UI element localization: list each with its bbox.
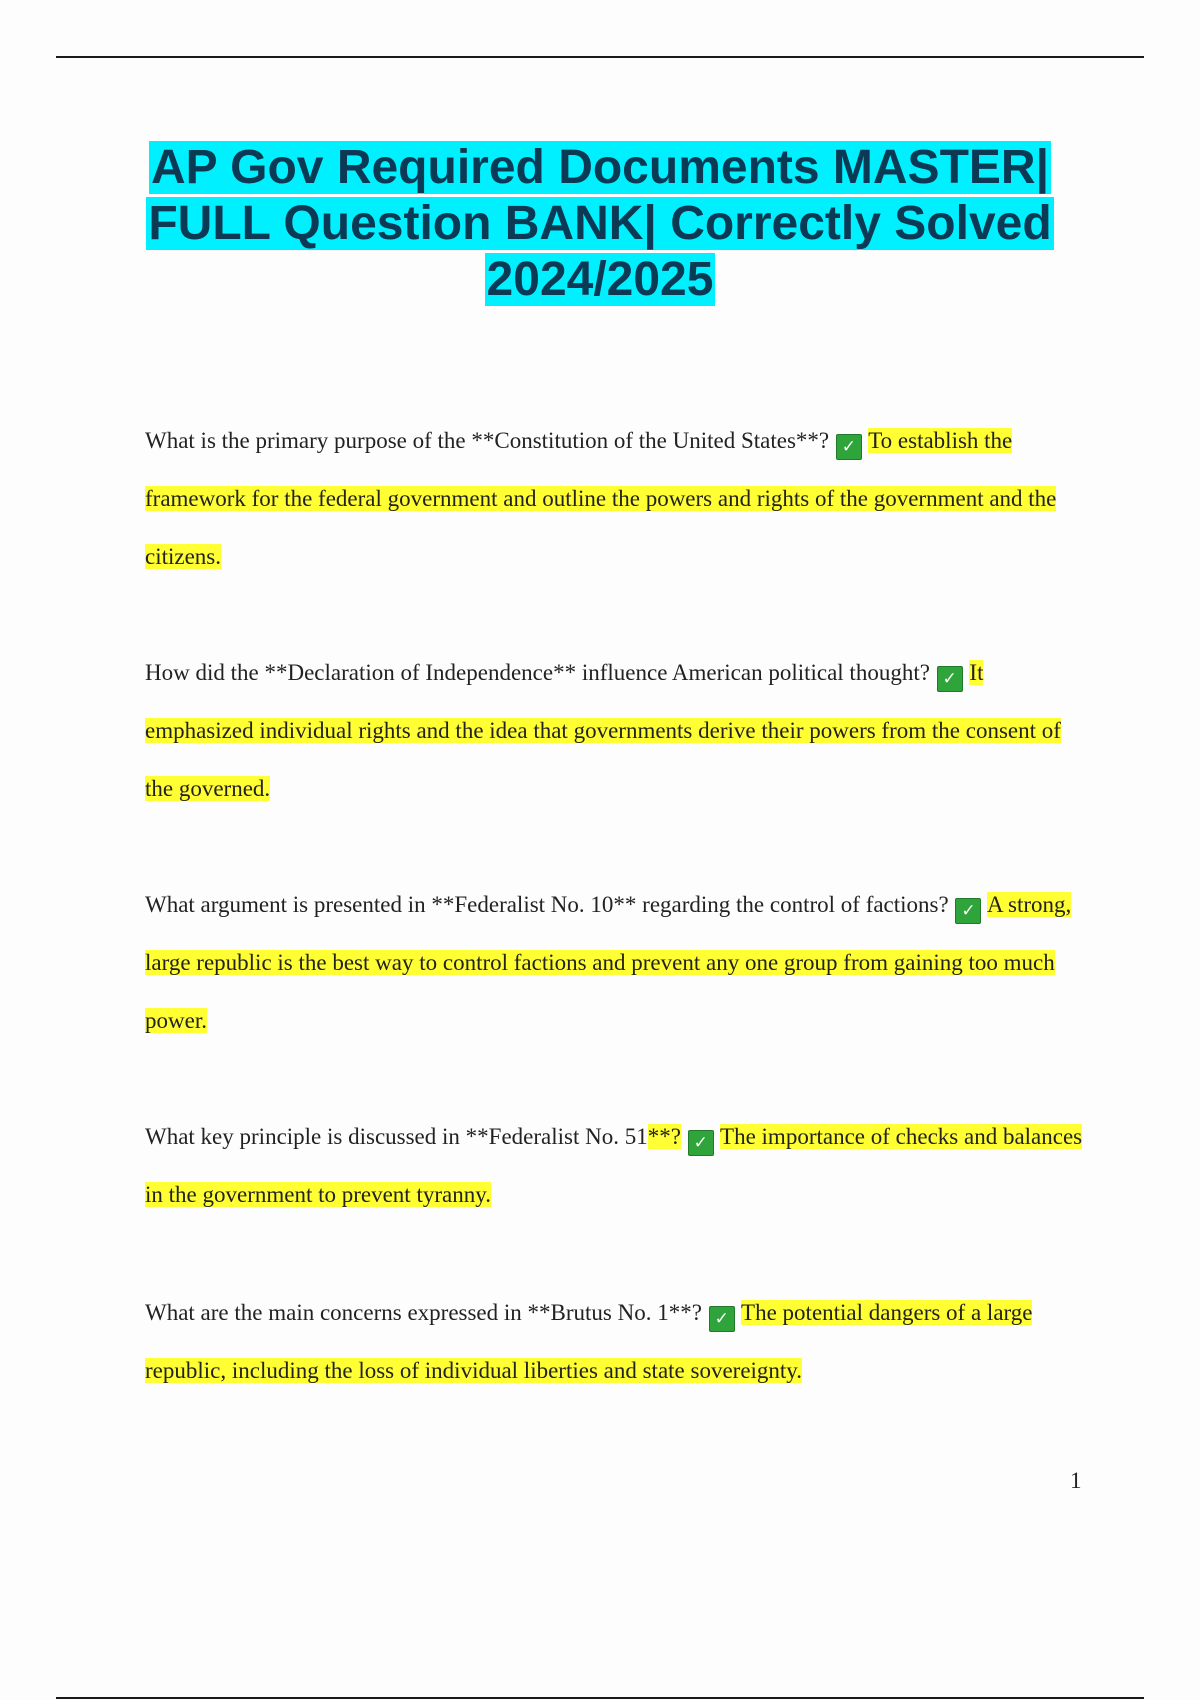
answer-text: To establish the framework for the federal government and outline the powers and rights of the government and the citizens. — [145, 428, 1057, 569]
answer-text: It emphasized individual rights and the idea that governments derive their powers from the consent of the governed. — [145, 660, 1061, 801]
question-text: What argument is presented in **Federalist No. 10** regarding the control of factions? — [145, 892, 949, 917]
qa-item-2 — [145, 644, 1090, 818]
qa-item-3 — [145, 876, 1090, 1050]
question-text: What key principle is discussed in **Federalist No. 51 — [145, 1124, 648, 1149]
question-text: What are the main concerns expressed in **Brutus No. 1**? — [145, 1300, 702, 1325]
check-mark-button-icon: ✓ — [709, 1306, 735, 1332]
page-number: 1 — [1070, 1468, 1082, 1493]
answer-text: The potential dangers of a large republic, including the loss of individual liberties and state sovereignty. — [145, 1300, 1033, 1383]
qa-item-1 — [145, 412, 1090, 586]
question-text: What is the primary purpose of the **Constitution of the United States**? — [145, 428, 830, 453]
check-mark-button-icon: ✓ — [955, 898, 981, 924]
bottom-rule — [56, 1697, 1144, 1699]
check-mark-button-icon: ✓ — [937, 666, 963, 692]
document-title — [0, 140, 1200, 308]
title-line-1: AP Gov Required Documents MASTER| — [150, 141, 1049, 194]
answer-text: A strong, large republic is the best way to control factions and prevent any one group from gaining too much power. — [145, 892, 1072, 1033]
answer-text: The importance of checks and balances in the government to prevent tyranny. — [145, 1124, 1083, 1207]
qa-item-4 — [145, 1108, 1090, 1224]
check-mark-button-icon: ✓ — [836, 434, 862, 460]
title-line-2: FULL Question BANK| Correctly Solved — [148, 197, 1052, 250]
check-mark-button-icon: ✓ — [688, 1130, 714, 1156]
qa-item-5 — [145, 1284, 1090, 1400]
top-rule — [56, 56, 1144, 58]
question-text: How did the **Declaration of Independence** influence American political thought? — [145, 660, 930, 685]
title-line-3: 2024/2025 — [486, 253, 714, 306]
question-text-highlighted: **? — [647, 1124, 681, 1149]
